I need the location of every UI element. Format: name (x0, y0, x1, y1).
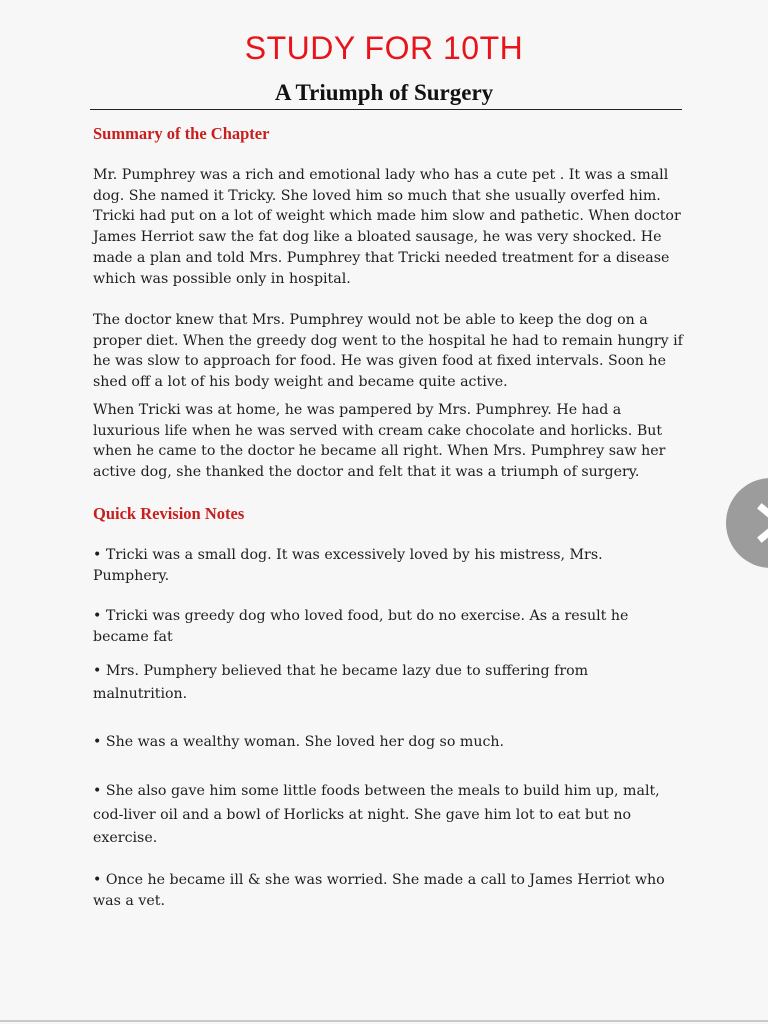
summary-paragraph: The doctor knew that Mrs. Pumphrey would not be able to keep the dog on a proper diet. When the greedy dog went to the hospital he had to remain hungry if he was slow to approach for food. He was given food at fixed intervals. Soon he shed off a lot of his body weight and became quite active. (93, 312, 683, 391)
summary-paragraph: Mr. Pumphrey was a rich and emotional lady who has a cute pet . It was a small dog. She named it Tricky. She loved him so much that she usually overfed him. Tricki had put on a lot of weight which made him slow and pathetic. When doctor James Herriot saw the fat dog like a bloated sausage, he was very shocked. He made a plan and told Mrs. Pumphrey that Tricki needed treatment for a disease which was possible only in hospital. (93, 167, 681, 287)
revision-note: • Once he became ill & she was worried. She made a call to James Herriot who was a vet. (93, 872, 665, 909)
revision-note: • Mrs. Pumphery believed that he became lazy due to suffering from malnutrition. (93, 663, 589, 702)
page-bottom-edge (0, 1020, 768, 1022)
next-page-button[interactable] (726, 478, 768, 568)
revision-note: • She was a wealthy woman. She loved her dog so much. (93, 734, 505, 750)
chevron-right-icon (750, 502, 768, 544)
title-divider (90, 109, 682, 110)
revision-heading: Quick Revision Notes (93, 504, 245, 523)
revision-note: • Tricki was greedy dog who loved food, but do no exercise. As a result he became fat (93, 608, 629, 645)
summary-heading: Summary of the Chapter (93, 124, 270, 143)
banner-heading: STUDY FOR 10TH (244, 30, 524, 66)
revision-note: • Tricki was a small dog. It was excessively loved by his mistress, Mrs. Pumphery. (93, 547, 603, 584)
chapter-title: A Triumph of Surgery (274, 80, 494, 105)
revision-note: • She also gave him some little foods between the meals to build him up, malt, cod-liver oil and a bowl of Horlicks at night. She gave him lot to eat but no exercise. (93, 783, 660, 846)
summary-paragraph: When Tricki was at home, he was pampered by Mrs. Pumphrey. He had a luxurious life when he was served with cream cake chocolate and horlicks. But when he came to the doctor he became all right. When Mrs. Pumphrey saw her active dog, she thanked the doctor and felt that it was a triumph of surgery. (93, 402, 666, 481)
